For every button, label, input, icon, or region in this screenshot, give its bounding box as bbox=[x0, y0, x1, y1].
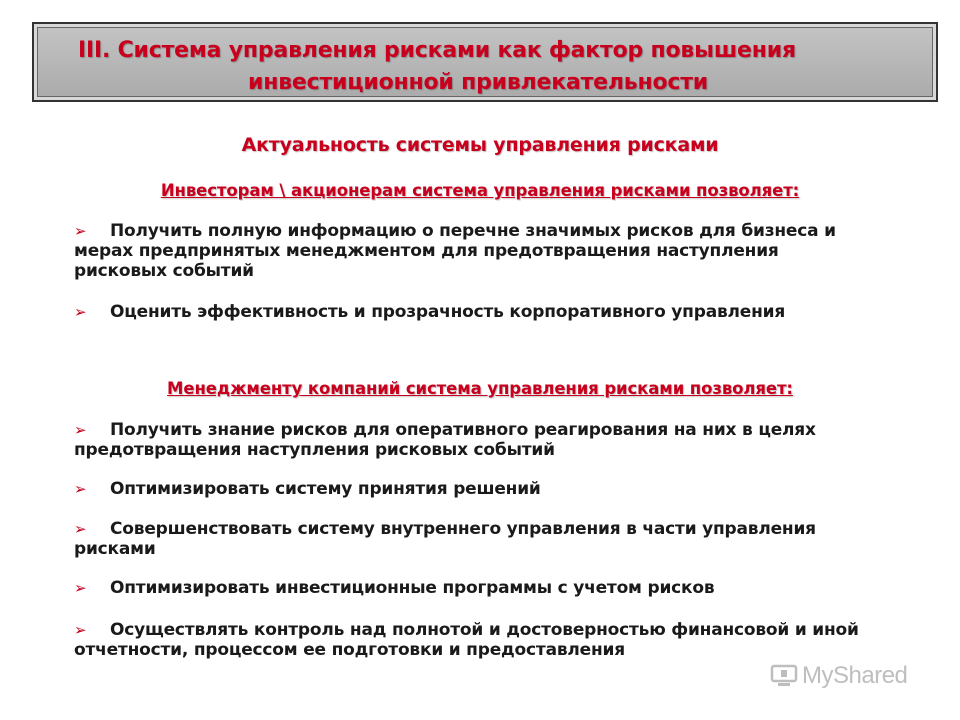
bullet-text: Совершенствовать систему внутреннего управления в части управления рисками bbox=[74, 519, 816, 559]
section-heading-management: Менеджменту компаний система управления рисками позволяет: bbox=[167, 379, 793, 398]
bullet-text: Осуществлять контроль над полнотой и достоверностью финансовой и иной отчетности, процессом ее подготовки и предоставления bbox=[74, 620, 859, 660]
bullet-item bbox=[74, 420, 874, 460]
arrow-bullet-icon: ➢ bbox=[74, 222, 87, 240]
arrow-bullet-icon: ➢ bbox=[74, 621, 87, 639]
slide-title-line-2: инвестиционной привлекательности bbox=[248, 70, 709, 95]
bullet-text: Оптимизировать инвестиционные программы с учетом рисков bbox=[110, 578, 715, 598]
arrow-bullet-icon: ➢ bbox=[74, 579, 87, 597]
slide-title-line-1: III. Система управления рисками как фактор повышения bbox=[78, 38, 796, 63]
arrow-bullet-icon: ➢ bbox=[74, 421, 87, 439]
bullet-item bbox=[74, 519, 874, 559]
bullet-item bbox=[74, 620, 874, 660]
bullet-item bbox=[74, 479, 874, 499]
arrow-bullet-icon: ➢ bbox=[74, 480, 87, 498]
bullet-text: Оценить эффективность и прозрачность корпоративного управления bbox=[110, 302, 786, 322]
bullet-item bbox=[74, 221, 874, 281]
bullet-text: Оптимизировать систему принятия решений bbox=[110, 479, 541, 499]
slide-subtitle: Актуальность системы управления рисками bbox=[241, 134, 719, 156]
arrow-bullet-icon: ➢ bbox=[74, 520, 87, 538]
bullet-text: Получить знание рисков для оперативного реагирования на них в целях предотвращения наступления рисковых событий bbox=[74, 420, 816, 460]
bullet-item bbox=[74, 302, 874, 322]
section-heading-investors: Инвесторам \ акционерам система управления рисками позволяет: bbox=[160, 181, 800, 200]
arrow-bullet-icon: ➢ bbox=[74, 303, 87, 321]
bullet-item bbox=[74, 578, 874, 598]
myshared-logo-icon bbox=[770, 663, 798, 689]
watermark bbox=[770, 662, 907, 690]
watermark-text: MyShared bbox=[802, 662, 908, 689]
bullet-text: Получить полную информацию о перечне значимых рисков для бизнеса и мерах предпринятых менеджментом для предотвращения наступления рисковых событий bbox=[74, 221, 836, 281]
